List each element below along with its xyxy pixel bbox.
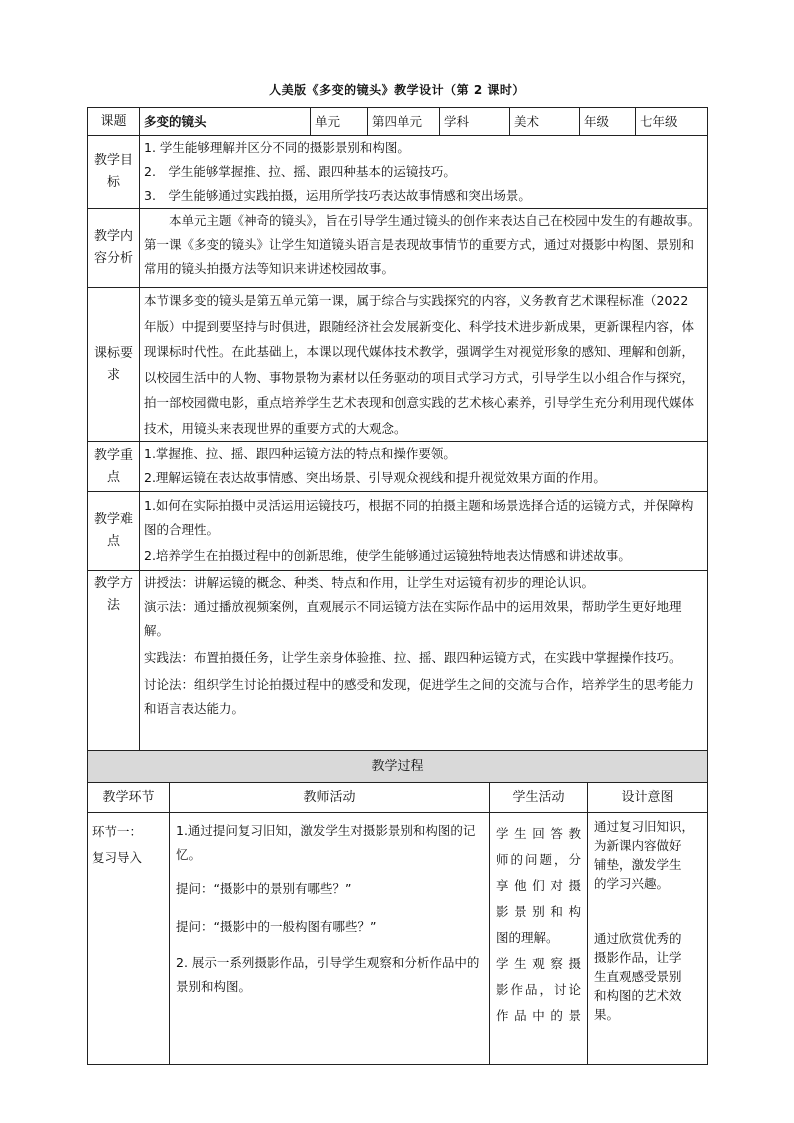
intent-line: 铺垫，激发学生 bbox=[594, 857, 682, 872]
key-point-item: 2.理解运镜在表达故事情感、突出场景、引导观众视线和提升视觉效果方面的作用。 bbox=[144, 470, 606, 485]
teacher-activity: 提问：“摄影中的景别有哪些？” bbox=[176, 881, 352, 896]
teacher-activity-cell bbox=[170, 813, 490, 1065]
student-activity-cell bbox=[490, 813, 588, 1065]
student-activity-line: 学生观察摄 bbox=[496, 956, 581, 971]
analysis-text: 本单元主题《神奇的镜头》，旨在引导学生通过镜头的创作来表达自己在校园中发生的有趣故事。第一课《多变的镜头》让学生知道镜头语言是表现故事情节的重要方式，通过对摄影中构图、景别和常用的镜头拍摄方法等知识来讲述校园故事。 bbox=[144, 213, 701, 276]
topic-label: 课题 bbox=[88, 108, 140, 136]
method-item: 实践法：布置拍摄任务，让学生亲身体验推、拉、摇、跟四种运镜方式，在实践中掌握操作技巧。 bbox=[144, 650, 682, 665]
subject-label: 学科 bbox=[440, 108, 510, 136]
key-points-content bbox=[140, 442, 708, 492]
difficulties-label: 教学难点 bbox=[88, 492, 140, 571]
curriculum-label: 课标要求 bbox=[88, 288, 140, 442]
student-activity-line: 学生回答教 bbox=[496, 826, 581, 841]
key-points-row bbox=[88, 442, 708, 492]
process-heading-row bbox=[88, 751, 708, 783]
difficulty-item: 2.培养学生在拍摄过程中的创新思维，使学生能够通过运镜独特地表达情感和讲述故事。 bbox=[144, 548, 631, 563]
student-activity-line: 图的理解。 bbox=[496, 930, 559, 945]
column-header: 设计意图 bbox=[588, 783, 708, 813]
analysis-content bbox=[140, 209, 708, 288]
unit-value: 第四单元 bbox=[368, 108, 440, 136]
method-item: 讲授法：讲解运镜的概念、种类、特点和作用，让学生对运镜有初步的理论认识。 bbox=[144, 575, 595, 590]
unit-label: 单元 bbox=[311, 108, 368, 136]
student-activity-line: 师的问题，分 bbox=[496, 852, 581, 867]
teacher-activity: 2. 展示一系列摄影作品，引导学生观察和分析作品中的景别和构图。 bbox=[176, 955, 480, 994]
key-points-label: 教学重点 bbox=[88, 442, 140, 492]
methods-content bbox=[140, 571, 708, 751]
goal-item: 3. 学生能够通过实践拍摄，运用所学技巧表达故事情感和突出场景。 bbox=[144, 188, 531, 203]
column-header: 教师活动 bbox=[170, 783, 490, 813]
column-header: 教学环节 bbox=[88, 783, 170, 813]
stage-cell bbox=[88, 813, 170, 1065]
goals-content bbox=[140, 136, 708, 209]
student-activity-line: 作品中的景 bbox=[496, 1008, 581, 1023]
analysis-label: 教学内容分析 bbox=[88, 209, 140, 288]
difficulties-content bbox=[140, 492, 708, 571]
goals-label: 教学目标 bbox=[88, 136, 140, 209]
goal-item: 1. 学生能够理解并区分不同的摄影景别和构图。 bbox=[144, 140, 410, 155]
key-point-item: 1.掌握推、拉、摇、跟四种运镜方法的特点和操作要领。 bbox=[144, 446, 456, 461]
goals-row bbox=[88, 136, 708, 209]
teacher-activity: 1.通过提问复习旧知，激发学生对摄影景别和构图的记忆。 bbox=[176, 823, 476, 862]
analysis-row bbox=[88, 209, 708, 288]
teacher-activity: 提问：“摄影中的一般构图有哪些？” bbox=[176, 919, 377, 934]
design-intent-cell bbox=[588, 813, 708, 1065]
method-item: 演示法：通过播放视频案例，直观展示不同运镜方法在实际作品中的运用效果，帮助学生更好地理解。 bbox=[144, 599, 682, 638]
method-item: 讨论法：组织学生讨论拍摄过程中的感受和发现，促进学生之间的交流与合作，培养学生的思考能力和语言表达能力。 bbox=[144, 677, 695, 716]
intent-line: 为新课内容做好 bbox=[594, 838, 682, 853]
curriculum-content bbox=[140, 288, 708, 442]
process-heading: 教学过程 bbox=[88, 751, 708, 783]
design-intent-block bbox=[594, 817, 701, 893]
design-intent-block bbox=[594, 929, 701, 1024]
stage-subtitle: 复习导入 bbox=[92, 850, 143, 865]
intent-line: 果。 bbox=[594, 1007, 620, 1022]
info-row bbox=[88, 108, 708, 136]
column-header: 学生活动 bbox=[490, 783, 588, 813]
goal-item: 2. 学生能够掌握推、拉、摇、跟四种基本的运镜技巧。 bbox=[144, 164, 456, 179]
intent-line: 生直观感受景别 bbox=[594, 969, 682, 984]
difficulty-item: 1.如何在实际拍摄中灵活运用运镜技巧，根据不同的拍摄主题和场景选择合适的运镜方式，并保障构图的合理性。 bbox=[144, 498, 694, 537]
methods-row bbox=[88, 571, 708, 751]
intent-line: 和构图的艺术效 bbox=[594, 988, 682, 1003]
process-column-headers bbox=[88, 783, 708, 813]
student-activity-line: 享他们对摄 bbox=[496, 878, 581, 893]
student-activity-line: 影作品，讨论 bbox=[496, 982, 581, 997]
grade-value: 七年级 bbox=[636, 108, 708, 136]
document-title: 人美版《多变的镜头》教学设计（第 2 课时） bbox=[269, 83, 525, 97]
difficulties-row bbox=[88, 492, 708, 571]
teaching-process-table bbox=[87, 750, 708, 1065]
subject-value: 美术 bbox=[510, 108, 580, 136]
topic-value: 多变的镜头 bbox=[140, 108, 311, 136]
intent-line: 的学习兴趣。 bbox=[594, 876, 670, 891]
process-row bbox=[88, 813, 708, 1065]
stage-title: 环节一： bbox=[92, 824, 143, 839]
intent-line: 摄影作品，让学 bbox=[594, 950, 682, 965]
intent-line: 通过复习旧知识， bbox=[594, 819, 695, 834]
curriculum-text: 本节课多变的镜头是第五单元第一课，属于综合与实践探究的内容，义务教育艺术课程标准（2022 年版）中提到要坚持与时俱进，跟随经济社会发展新变化、科学技术进步新成果，更新课程内容，体现课标时代性。在此基础上，本课以现代媒体技术教学，强调学生对视觉形象的感知、理解和创新，以校园生活中的人物、事物景物为素材以任务驱动的项目式学习方式，引导学生以小组合作与探究，拍一部校园微电影，重点培养学生艺术表现和创意实践的艺术核心素养，引导学生充分利用现代媒体技术，用镜头来表现世界的重要方式的大观念。 bbox=[144, 293, 695, 436]
grade-label: 年级 bbox=[580, 108, 636, 136]
curriculum-row bbox=[88, 288, 708, 442]
methods-label: 教学方法 bbox=[88, 571, 140, 751]
lesson-info-table bbox=[87, 107, 708, 751]
student-activity-line: 影景别和构 bbox=[496, 904, 581, 919]
intent-line: 通过欣赏优秀的 bbox=[594, 931, 682, 946]
